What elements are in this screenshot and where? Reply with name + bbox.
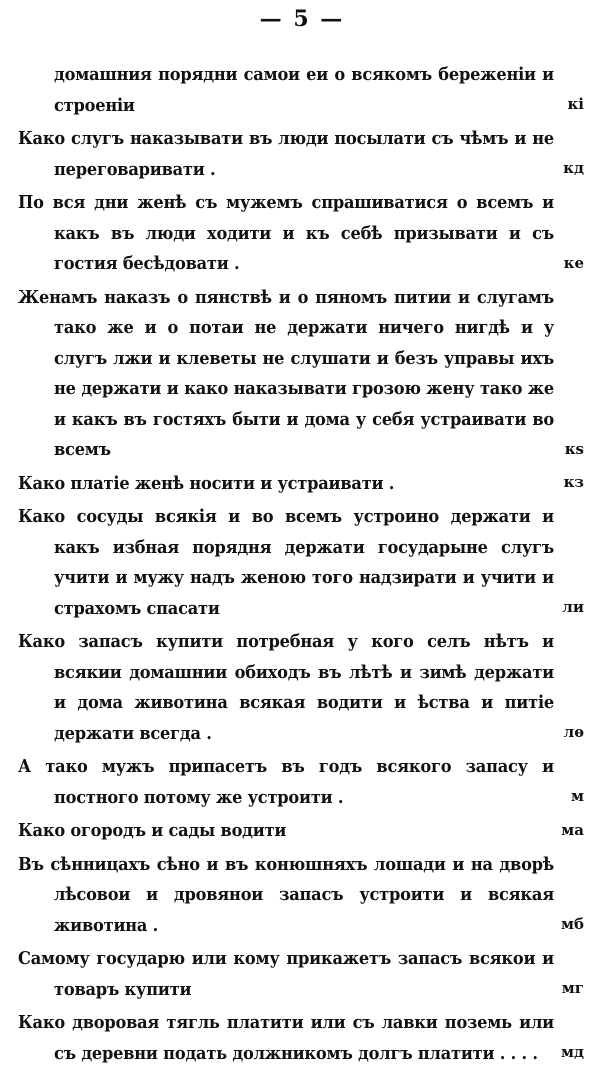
toc-entry	[18, 944, 584, 1005]
toc-entry-text: Како запасъ купити потребная у кого селъ нѣтъ и всякии домашнии обиходъ въ лѣтѣ и зимѣ держати и дома животина всякая водити и ѣства и питіе держати всегда .	[18, 631, 554, 744]
toc-entry	[18, 1008, 584, 1069]
table-of-contents	[18, 60, 584, 1072]
toc-entry	[18, 124, 584, 185]
toc-entry-number: лѳ	[563, 723, 584, 741]
toc-entry-number: ке	[563, 253, 584, 272]
toc-entry-text: Самому государю или кому прикажетъ запасъ всякои и товаръ купити	[18, 948, 554, 1000]
toc-entry-number: мд	[560, 1043, 584, 1061]
toc-entry-number: кз	[563, 473, 584, 491]
toc-entry-text: Женамъ наказъ о пянствѣ и о пяномъ питии и слугамъ тако же и о потаи не держати ничего нигдѣ и у слугъ лжи и клеветы не слушати и безъ управы ихъ не держати и како наказывати грозою жену тако же и какъ въ гостяхъ быти и дома у себя устраивати во всемъ	[18, 286, 554, 460]
toc-entry-number: кѕ	[564, 439, 584, 458]
toc-entry-number: мг	[561, 979, 584, 997]
toc-entry-text: А тако мужъ припасетъ въ годъ всякого запасу и постного потому же устроити .	[18, 756, 554, 808]
toc-entry-number: мб	[560, 915, 584, 933]
toc-entry	[18, 60, 584, 121]
toc-entry-text: домашния порядни самои еи о всякомъ береженіи и строеніи	[54, 64, 554, 116]
toc-entry-text: Како сосуды всякія и во всемъ устроино держати и какъ избная порядня держати государыне слугъ учити и мужу надъ женою того надзирати и учити и страхомъ спасати	[18, 506, 554, 619]
toc-entry-number: ма	[561, 820, 584, 839]
toc-entry-number: кд	[563, 159, 584, 177]
toc-entry	[18, 627, 584, 749]
toc-entry	[18, 188, 584, 280]
toc-entry	[18, 816, 584, 847]
toc-entry	[18, 752, 584, 813]
toc-entry	[18, 502, 584, 624]
toc-entry-text: Како огородъ и сады водити	[18, 820, 287, 841]
toc-entry-text: Въ сѣнницахъ сѣно и въ конюшняхъ лошади и на дворѣ лѣсовои и дровянои запасъ устроити и всякая животина .	[18, 853, 554, 936]
toc-entry-number: ли	[562, 598, 584, 616]
toc-entry-text: По вся дни женѣ съ мужемъ спрашиватися о всемъ и какъ въ люди ходити и къ себѣ призывати и съ гостия бесѣдовати .	[18, 192, 554, 274]
toc-entry	[18, 850, 584, 942]
page-number: — 5 —	[259, 6, 345, 32]
toc-entry-number: м	[570, 787, 584, 805]
toc-entry-text: Како слугъ наказывати въ люди посылати съ чѣмъ и не переговаривати .	[18, 128, 554, 180]
toc-entry-text: Како платіе женѣ носити и устраивати .	[18, 472, 395, 494]
toc-entry	[18, 469, 584, 500]
toc-entry-text: Како дворовая тягль платити или съ лавки поземь или съ деревни подать должникомъ долгъ платити . . . .	[18, 1012, 554, 1064]
toc-entry	[18, 283, 584, 466]
toc-entry-number: кі	[567, 95, 584, 113]
